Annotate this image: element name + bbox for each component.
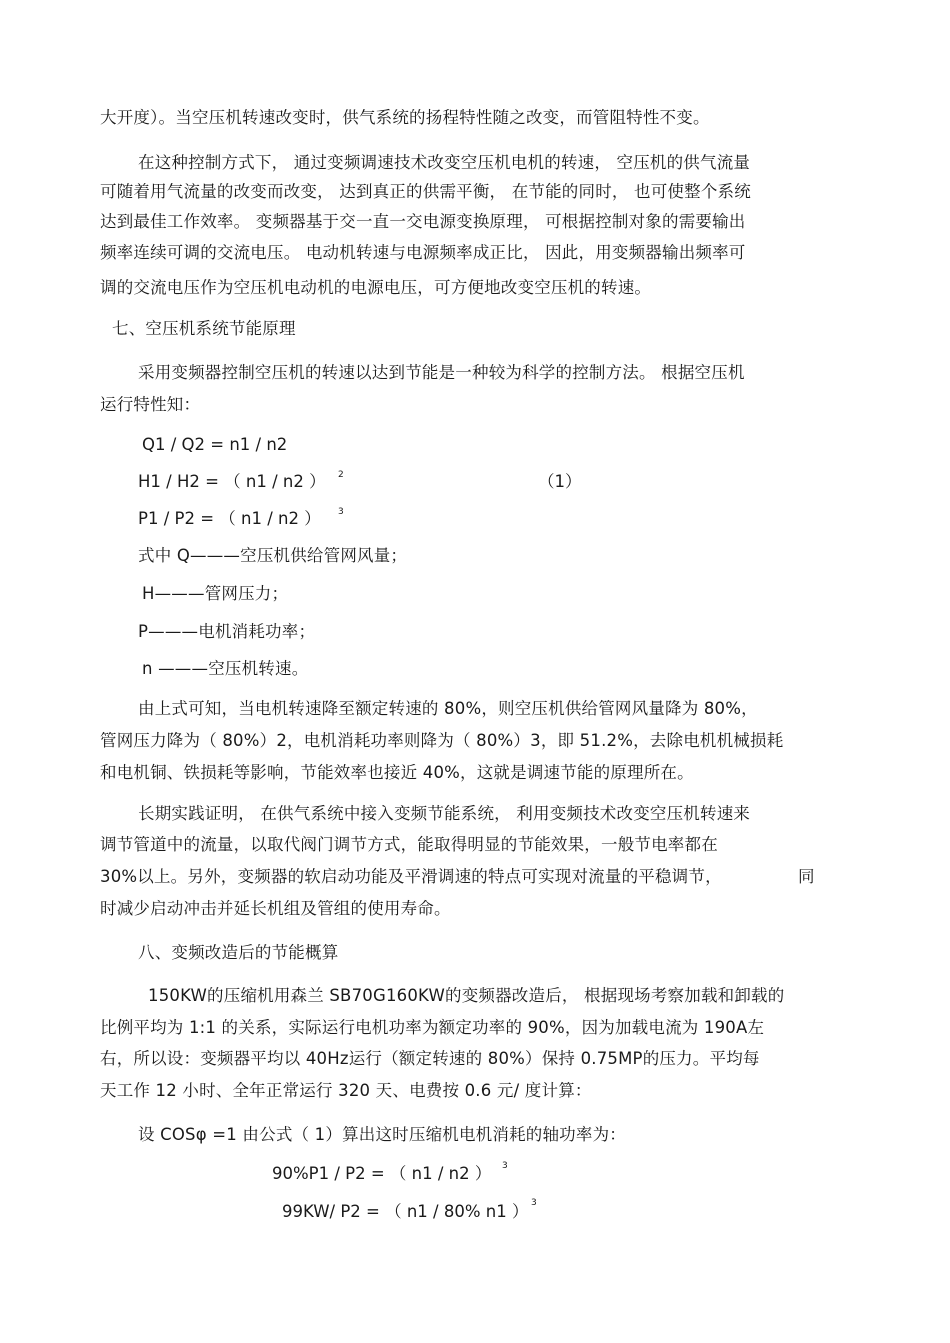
paragraph-line: 150KW的压缩机用森兰 SB70G160KW的变频器改造后， 根据现场考察加载和卸载的 <box>148 986 785 1005</box>
paragraph-line: 天工作 12 小时、全年正常运行 320 天、电费按 0.6 元/ 度计算： <box>100 1081 592 1100</box>
section-heading-8: 八、变频改造后的节能概算 <box>138 943 339 962</box>
calc-exponent: 3 <box>531 1198 537 1208</box>
formula-exponent: 3 <box>338 507 344 517</box>
calc-exponent: 3 <box>502 1161 508 1171</box>
paragraph-line: 可随着用气流量的改变而改变， 达到真正的供需平衡， 在节能的同时， 也可使整个系统 <box>100 182 751 201</box>
definition-line: 式中 Q———空压机供给管网风量； <box>138 546 408 565</box>
paragraph-line: 由上式可知，当电机转速降至额定转速的 80%，则空压机供给管网风量降为 80%， <box>138 699 758 718</box>
paragraph-line: 时减少启动冲击并延长机组及管组的使用寿命。 <box>100 899 451 918</box>
paragraph-line: 在这种控制方式下， 通过变频调速技术改变空压机电机的转速， 空压机的供气流量 <box>138 153 751 172</box>
paragraph-line: 比例平均为 1:1 的关系，实际运行电机功率为额定功率的 90%，因为加载电流为 190A左 <box>100 1018 765 1037</box>
paragraph-line: 和电机铜、铁损耗等影响，节能效率也接近 40%，这就是调速节能的原理所在。 <box>100 763 694 782</box>
paragraph-line: 30%以上。另外，变频器的软启动功能及平滑调速的特点可实现对流量的平稳调节， <box>100 867 722 886</box>
paragraph-cos-phi: 设 COSφ =1 由公式（ 1）算出这时压缩机电机消耗的轴功率为： <box>138 1125 626 1144</box>
paragraph-line: 达到最佳工作效率。 变频器基于交一直一交电源变换原理， 可根据控制对象的需要输出 <box>100 212 746 231</box>
formula-power: P1 / P2 = （ n1 / n2 ） <box>138 509 321 528</box>
paragraph-line: 采用变频器控制空压机的转速以达到节能是一种较为科学的控制方法。 根据空压机 <box>138 363 745 382</box>
paragraph-line: 管网压力降为（ 80%）2，电机消耗功率则降为（ 80%）3，即 51.2%，去除电机机械损耗 <box>100 731 784 750</box>
definition-line: H———管网压力； <box>142 584 289 603</box>
formula-flow: Q1 / Q2 = n1 / n2 <box>142 435 288 454</box>
paragraph-line: 大开度）。当空压机转速改变时，供气系统的扬程特性随之改变，而管阻特性不变。 <box>100 108 710 127</box>
section-heading-7: 七、空压机系统节能原理 <box>112 319 296 338</box>
definition-line: n ———空压机转速。 <box>142 659 309 678</box>
calc-line: 90%P1 / P2 = （ n1 / n2 ） <box>272 1164 492 1183</box>
paragraph-line: 右，所以设：变频器平均以 40Hz运行（额定转速的 80%）保持 0.75MP的压力。平均每 <box>100 1049 760 1068</box>
paragraph-line: 调节管道中的流量，以取代阀门调节方式，能取得明显的节能效果，一般节电率都在 <box>100 835 718 854</box>
paragraph-line: 长期实践证明， 在供气系统中接入变频节能系统， 利用变频技术改变空压机转速来 <box>138 804 751 823</box>
formula-pressure: H1 / H2 = （ n1 / n2 ） <box>138 472 326 491</box>
calc-line: 99KW/ P2 = （ n1 / 80% n1 ） <box>282 1202 529 1221</box>
definition-line: P———电机消耗功率； <box>138 622 316 641</box>
paragraph-line-tail: 同 <box>798 867 815 886</box>
paragraph-line: 调的交流电压作为空压机电动机的电源电压，可方便地改变空压机的转速。 <box>100 278 652 297</box>
equation-number: （1） <box>538 472 582 491</box>
paragraph-line: 频率连续可调的交流电压。 电动机转速与电源频率成正比， 因此，用变频器输出频率可 <box>100 243 746 262</box>
formula-exponent: 2 <box>338 470 344 480</box>
paragraph-line: 运行特性知： <box>100 395 201 414</box>
